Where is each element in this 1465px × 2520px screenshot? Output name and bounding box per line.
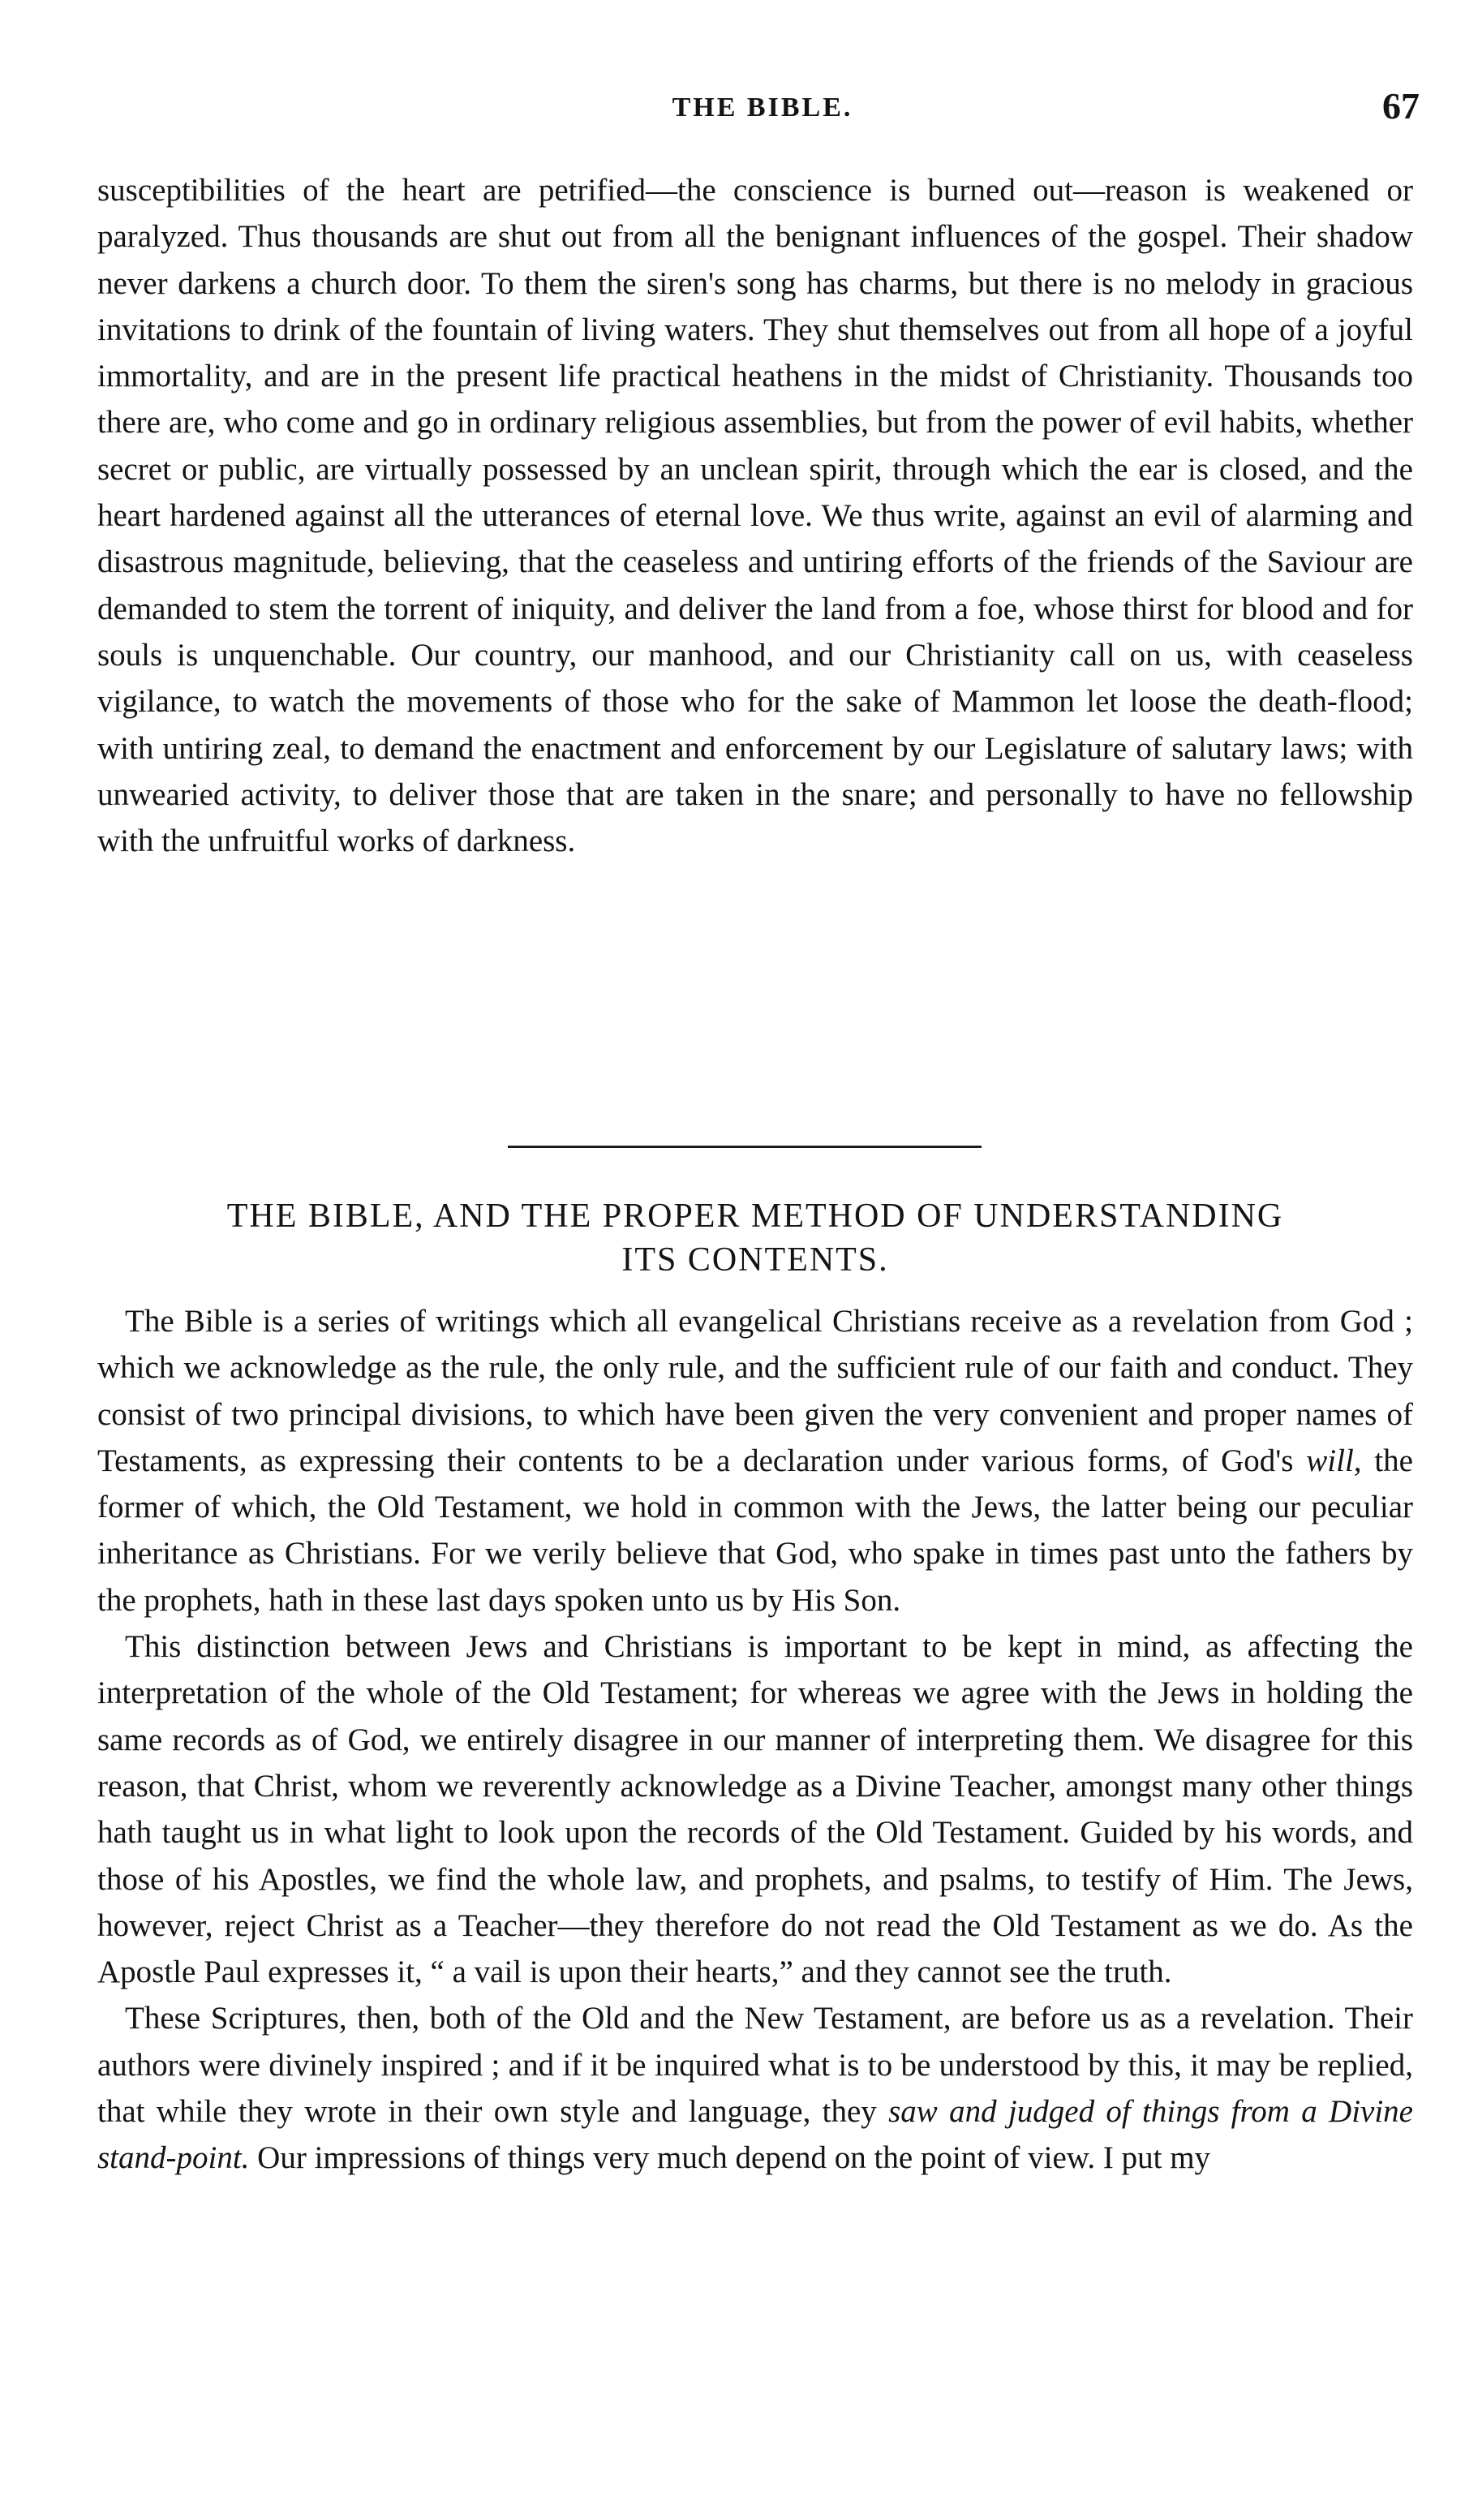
italic-text: saw and judged of things from a Divine stand-point. bbox=[97, 2094, 1413, 2176]
article-heading-line: ITS CONTENTS. bbox=[621, 1241, 889, 1279]
paragraph-text: the former of which, the Old Testament, we hold in common with the Jews, the latter being our peculiar inheritance as Christians. For we verily believe that God, who spake in times past unto the fathers by the prophets, hath in these last days spoken unto us by His Son. bbox=[97, 1443, 1413, 1618]
running-head bbox=[105, 84, 1420, 133]
paragraph: susceptibilities of the heart are petrified—the conscience is burned out—reason is weakened or paralyzed. Thus thousands are shut out from all the benignant influences of the gospel. Their shadow never darkens a church door. To them the siren's song has charms, but there is no melody in gracious invitations to drink of the fountain of living waters. They shut themselves out from all hope of a joyful immortality, and are in the present life practical heathens in the midst of Christianity. Thousands too there are, who come and go in ordinary religious assemblies, but from the power of evil habits, whether secret or public, are virtually possessed by an unclean spirit, through which the ear is closed, and the heart hardened against all the utterances of eternal love. We thus write, against an evil of alarming and disastrous magnitude, believing, that the ceaseless and untiring efforts of the friends of the Saviour are demanded to stem the torrent of iniquity, and deliver the land from a foe, whose thirst for blood and for souls is unquenchable. Our country, our manhood, and our Christianity call on us, with ceaseless vigilance, to watch the movements of those who for the sake of Mammon let loose the death-flood; with untiring zeal, to demand the enactment and enforcement by our Legislature of salutary laws; with unwearied activity, to deliver those that are taken in the snare; and personally to have no fellowship with the unfruitful works of darkness. bbox=[97, 173, 1413, 859]
running-title: THE BIBLE. bbox=[672, 92, 853, 123]
article-heading bbox=[97, 1194, 1413, 1282]
page-number: 67 bbox=[1382, 85, 1420, 127]
paragraph bbox=[97, 1298, 1413, 1623]
article-heading-line: THE BIBLE, AND THE PROPER METHOD OF UNDERSTANDING bbox=[226, 1198, 1284, 1235]
paragraph-text: These Scriptures, then, both of the Old and the New Testament, are before us as a revelation. Their authors were divinely inspired ; and if it be inquired what is to be understood by this, it may be replied, that while they wrote in their own style and language, they bbox=[97, 2001, 1413, 2130]
paragraph: This distinction between Jews and Christians is important to be kept in mind, as affecting the interpretation of the whole of the Old Testament; for whereas we agree with the Jews in holding the same records as of God, we entirely disagree in our manner of interpreting them. We disagree for this reason, that Christ, whom we reverently acknowledge as a Divine Teacher, amongst many other things hath taught us in what light to look upon the records of the Old Testament. Guided by his words, and those of his Apostles, we find the whole law, and prophets, and psalms, to testify of Him. The Jews, however, reject Christ as a Teacher—they therefore do not read the Old Testament as we do. As the Apostle Paul expresses it, “ a vail is upon their hearts,” and they cannot see the truth. bbox=[97, 1629, 1413, 1990]
italic-text: will, bbox=[1306, 1443, 1362, 1478]
article-body bbox=[97, 1298, 1413, 2182]
paragraph-text: The Bible is a series of writings which all evangelical Christians receive as a revelation from God ; which we acknowledge as the rule, the only rule, and the sufficient rule of our faith and conduct. They consist of two principal divisions, to which have been given the very convenient and proper names of Testaments, as expressing their contents to be a declaration under various forms, of God's bbox=[97, 1304, 1413, 1478]
paragraph bbox=[97, 1995, 1413, 2181]
section-separator-rule bbox=[508, 1146, 982, 1148]
previous-article-continuation bbox=[97, 167, 1413, 864]
paragraph-text: Our impressions of things very much depend on the point of view. I put my bbox=[249, 2140, 1211, 2176]
